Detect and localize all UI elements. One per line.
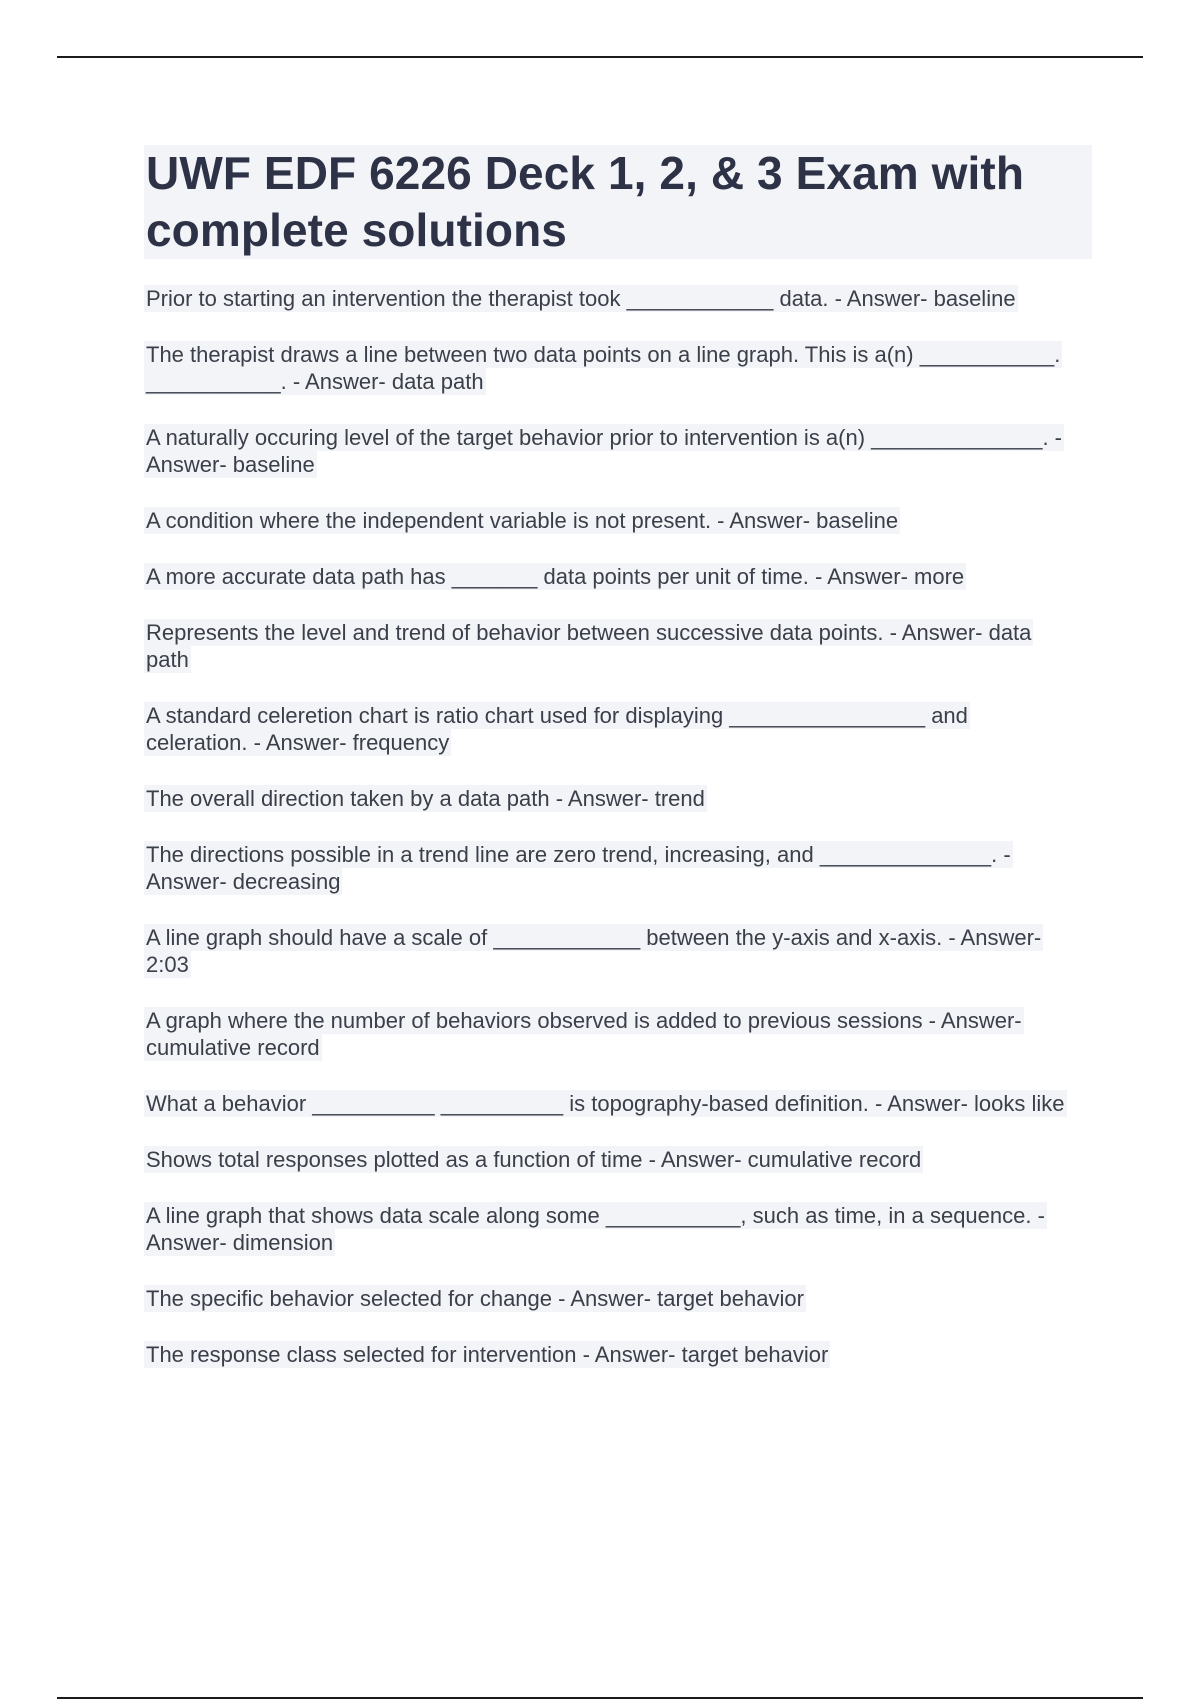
qa-text: A standard celeretion chart is ratio chart used for displaying ________________ and celeration. - Answer- frequency [146,703,968,755]
qa-text: A graph where the number of behaviors observed is added to previous sessions - Answer- cumulative record [146,1008,1022,1060]
qa-text: Prior to starting an intervention the therapist took ____________ data. - Answer- baseline [146,286,1016,311]
qa-item [144,285,1092,312]
qa-text: A more accurate data path has _______ data points per unit of time. - Answer- more [146,564,965,589]
title-box [144,145,1092,259]
page-title: UWF EDF 6226 Deck 1, 2, & 3 Exam with complete solutions [146,147,1025,256]
qa-list [144,285,1092,1368]
qa-text: The overall direction taken by a data path - Answer- trend [146,786,705,811]
qa-text: A naturally occuring level of the target behavior prior to intervention is a(n) ______________. - Answer- baseline [146,425,1063,477]
qa-text: A condition where the independent variable is not present. - Answer- baseline [146,508,899,533]
document-body [144,145,1092,1397]
qa-item [144,702,1092,756]
qa-text: A line graph should have a scale of ____________ between the y-axis and x-axis. - Answer- 2:03 [146,925,1042,977]
qa-item [144,1341,1092,1368]
footer-rule [57,1697,1143,1699]
qa-text: Shows total responses plotted as a function of time - Answer- cumulative record [146,1147,922,1172]
qa-item [144,563,1092,590]
qa-text: The specific behavior selected for change - Answer- target behavior [146,1286,804,1311]
qa-item [144,1285,1092,1312]
qa-item [144,619,1092,673]
qa-item [144,785,1092,812]
qa-item [144,507,1092,534]
qa-item [144,424,1092,478]
qa-text: The therapist draws a line between two data points on a line graph. This is a(n) ___________. ___________. - Answer- data path [146,342,1061,394]
qa-text: The response class selected for intervention - Answer- target behavior [146,1342,829,1367]
qa-text: Represents the level and trend of behavior between successive data points. - Answer- data path [146,620,1032,672]
qa-item [144,1090,1092,1117]
qa-text: What a behavior __________ __________ is topography-based definition. - Answer- looks like [146,1091,1065,1116]
qa-item [144,1007,1092,1061]
header-rule [57,56,1143,58]
qa-item [144,924,1092,978]
qa-item [144,1202,1092,1256]
qa-text: The directions possible in a trend line are zero trend, increasing, and ______________. - Answer- decreasing [146,842,1011,894]
qa-text: A line graph that shows data scale along some ___________, such as time, in a sequence. - Answer- dimension [146,1203,1045,1255]
qa-item [144,1146,1092,1173]
qa-item [144,341,1092,395]
qa-item [144,841,1092,895]
